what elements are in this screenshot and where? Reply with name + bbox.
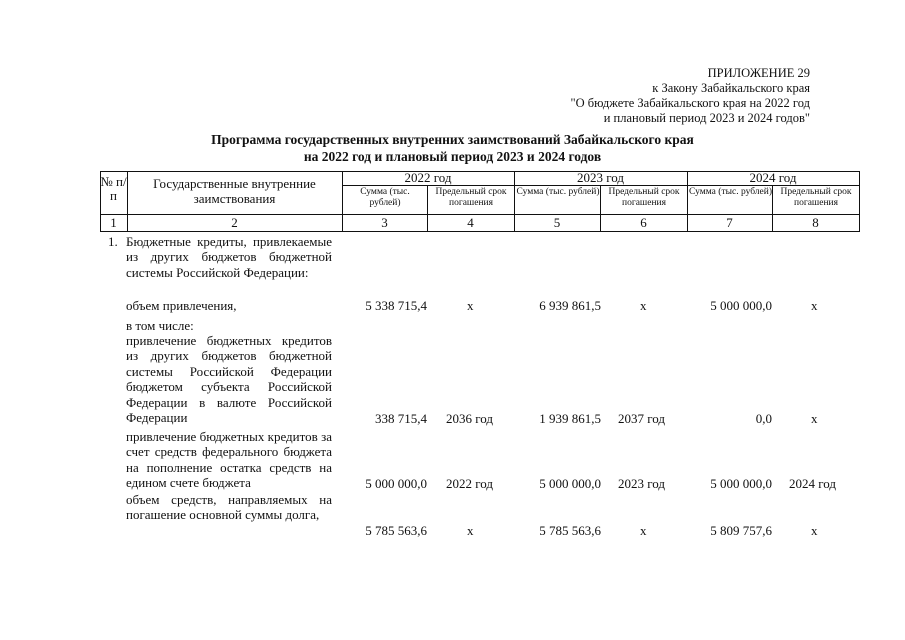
row-including-label: в том числе: <box>126 318 194 333</box>
col-number-1: 1 <box>110 215 117 230</box>
header-num: № п/п <box>100 174 127 203</box>
cell-term-2022: х <box>467 523 474 538</box>
cell-sum-2023: 1 939 861,5 <box>539 411 601 426</box>
cell-term-2022: х <box>467 298 474 313</box>
header-2024: 2024 год <box>749 170 797 185</box>
cell-sum-2023: 5 000 000,0 <box>539 476 601 491</box>
header-sum-2024: Сумма (тыс. рублей) <box>689 187 772 197</box>
cell-sum-2022: 338 715,4 <box>375 411 427 426</box>
cell-term-2023: 2023 год <box>618 476 665 491</box>
cell-term-2023: 2037 год <box>618 411 665 426</box>
cell-term-2024: 2024 год <box>789 476 836 491</box>
col-number-8: 8 <box>812 215 819 230</box>
cell-sum-2022: 5 338 715,4 <box>365 298 427 313</box>
appendix-period: и плановый период 2023 и 2024 годов" <box>603 111 810 125</box>
title-line-2: на 2022 год и плановый период 2023 и 2024 годов <box>303 149 602 164</box>
item-number: 1. <box>108 234 118 249</box>
cell-sum-2023: 6 939 861,5 <box>539 298 601 313</box>
header-term-2022: Предельный срок погашения <box>435 187 507 208</box>
cell-term-2023: х <box>640 523 647 538</box>
cell-term-2024: х <box>811 298 818 313</box>
row-volume-label: объем привлечения, <box>126 298 237 313</box>
appendix-title: ПРИЛОЖЕНИЕ 29 <box>707 66 810 80</box>
cell-term-2024: х <box>811 411 818 426</box>
header-term-2023: Предельный срок погашения <box>608 187 680 208</box>
cell-sum-2024: 0,0 <box>755 411 772 426</box>
row-federal-budget-credits: привлечение бюджетных кредитов за счет средств федерального бюджета на пополнение остатка средств на едином счете бюджета <box>126 429 332 491</box>
appendix-header <box>571 66 810 126</box>
header-2022: 2022 год <box>404 170 452 185</box>
header-sum-2023: Сумма (тыс. рублей) <box>516 187 600 197</box>
row-other-budgets-credits: привлечение бюджетных кредитов из других бюджетов бюджетной системы Российской Федерации бюджетом субъекта Российской Федерации в валюте Российской Федерации <box>126 333 332 426</box>
col-number-5: 5 <box>553 215 561 230</box>
cell-term-2024: х <box>811 523 818 538</box>
cell-sum-2022: 5 785 563,6 <box>365 523 427 538</box>
header-name: Государственные внутренние заимствования <box>153 176 316 206</box>
row-debt-repayment: объем средств, направляемых на погашение основной суммы долга, <box>126 492 332 523</box>
header-2023: 2023 год <box>577 170 624 185</box>
header-term-2024: Предельный срок погашения <box>780 187 852 208</box>
appendix-law-name: "О бюджете Забайкальского края на 2022 год <box>570 96 810 110</box>
row-budget-credits-heading: Бюджетные кредиты, привлекаемые из других бюджетов бюджетной системы Российской Федерации: <box>126 234 332 280</box>
col-number-2: 2 <box>231 215 238 230</box>
cell-sum-2023: 5 785 563,6 <box>539 523 601 538</box>
cell-term-2022: 2036 год <box>446 411 493 426</box>
title-line-1: Программа государственных внутренних заимствований Забайкальского края <box>211 132 694 147</box>
header-sum-2022: Сумма (тыс. рублей) <box>360 187 410 208</box>
cell-term-2022: 2022 год <box>446 476 493 491</box>
document-title <box>0 131 905 165</box>
col-number-6: 6 <box>640 215 647 230</box>
cell-term-2023: х <box>640 298 647 313</box>
appendix-law: к Закону Забайкальского края <box>652 81 810 95</box>
col-number-3: 3 <box>381 215 388 230</box>
cell-sum-2024: 5 809 757,6 <box>710 523 772 538</box>
cell-sum-2024: 5 000 000,0 <box>710 298 772 313</box>
col-number-4: 4 <box>467 215 474 230</box>
cell-sum-2024: 5 000 000,0 <box>710 476 772 491</box>
col-number-7: 7 <box>726 215 733 230</box>
cell-sum-2022: 5 000 000,0 <box>365 476 427 491</box>
